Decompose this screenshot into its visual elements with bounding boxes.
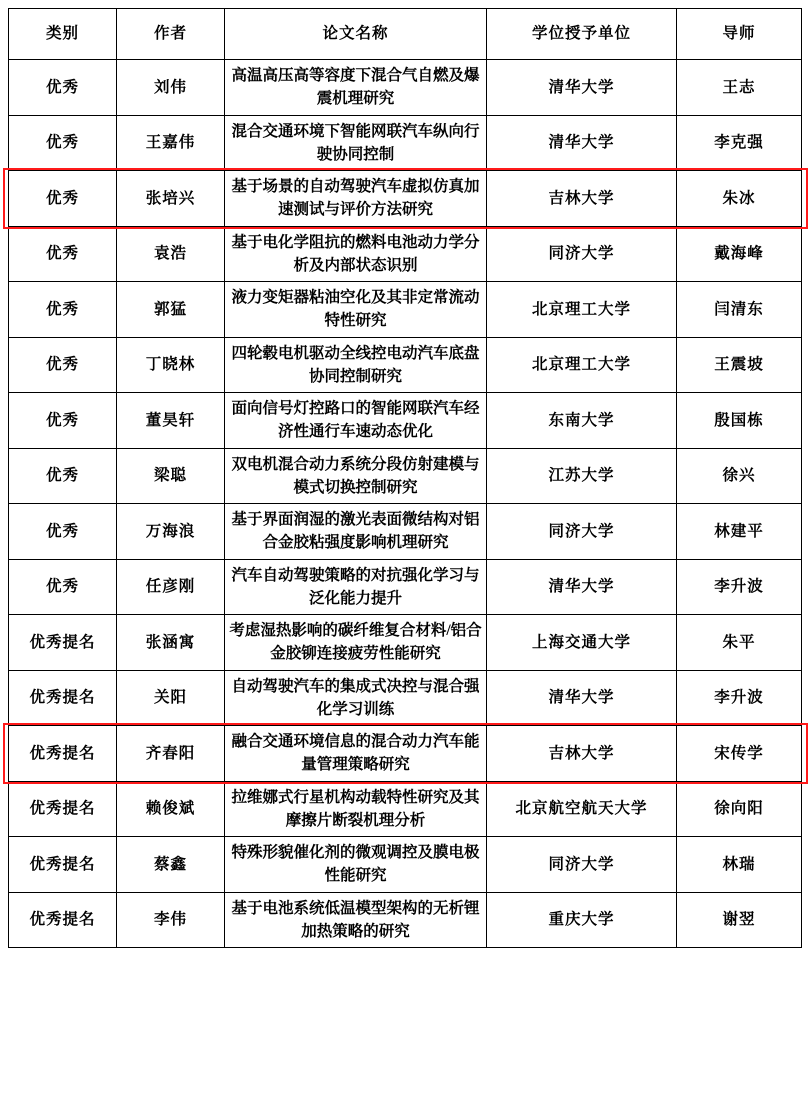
cell-institution: 清华大学 (487, 115, 677, 171)
cell-advisor: 殷国栋 (677, 393, 802, 449)
cell-advisor: 徐向阳 (677, 781, 802, 837)
cell-author: 关阳 (117, 670, 225, 726)
cell-author: 梁聪 (117, 448, 225, 504)
cell-author: 张涵寓 (117, 615, 225, 671)
cell-institution: 北京理工大学 (487, 282, 677, 338)
table-row (9, 337, 802, 393)
cell-advisor: 徐兴 (677, 448, 802, 504)
cell-category: 优秀 (9, 282, 117, 338)
table-row (9, 171, 802, 227)
cell-title: 特殊形貌催化剂的微观调控及膜电极性能研究 (225, 837, 487, 893)
table-row (9, 670, 802, 726)
cell-author: 张培兴 (117, 171, 225, 227)
cell-category: 优秀 (9, 115, 117, 171)
cell-title: 汽车自动驾驶策略的对抗强化学习与泛化能力提升 (225, 559, 487, 615)
cell-title: 自动驾驶汽车的集成式决控与混合强化学习训练 (225, 670, 487, 726)
cell-institution: 吉林大学 (487, 171, 677, 227)
header-institution: 学位授予单位 (487, 9, 677, 60)
cell-category: 优秀提名 (9, 726, 117, 782)
header-author: 作者 (117, 9, 225, 60)
table-row (9, 504, 802, 560)
cell-title: 基于界面润湿的激光表面微结构对铝合金胶粘强度影响机理研究 (225, 504, 487, 560)
table-row (9, 892, 802, 948)
table-header-row (9, 9, 802, 60)
cell-category: 优秀提名 (9, 892, 117, 948)
cell-title: 考虑湿热影响的碳纤维复合材料/铝合金胶铆连接疲劳性能研究 (225, 615, 487, 671)
cell-title: 基于电化学阻抗的燃料电池动力学分析及内部状态识别 (225, 226, 487, 282)
cell-category: 优秀 (9, 448, 117, 504)
cell-title: 基于场景的自动驾驶汽车虚拟仿真加速测试与评价方法研究 (225, 171, 487, 227)
cell-institution: 吉林大学 (487, 726, 677, 782)
cell-title: 液力变矩器粘油空化及其非定常流动特性研究 (225, 282, 487, 338)
cell-institution: 同济大学 (487, 226, 677, 282)
cell-category: 优秀提名 (9, 670, 117, 726)
cell-category: 优秀 (9, 337, 117, 393)
award-list-table (8, 8, 802, 948)
cell-category: 优秀 (9, 171, 117, 227)
cell-advisor: 戴海峰 (677, 226, 802, 282)
cell-title: 四轮毂电机驱动全线控电动汽车底盘协同控制研究 (225, 337, 487, 393)
cell-advisor: 王志 (677, 60, 802, 116)
cell-author: 万海浪 (117, 504, 225, 560)
table-row (9, 226, 802, 282)
cell-advisor: 宋传学 (677, 726, 802, 782)
table-row (9, 115, 802, 171)
cell-title: 基于电池系统低温模型架构的无析锂加热策略的研究 (225, 892, 487, 948)
cell-category: 优秀 (9, 60, 117, 116)
cell-category: 优秀 (9, 504, 117, 560)
cell-institution: 北京航空航天大学 (487, 781, 677, 837)
cell-institution: 江苏大学 (487, 448, 677, 504)
table-row (9, 60, 802, 116)
cell-advisor: 闫清东 (677, 282, 802, 338)
cell-category: 优秀提名 (9, 615, 117, 671)
cell-category: 优秀 (9, 393, 117, 449)
cell-title: 融合交通环境信息的混合动力汽车能量管理策略研究 (225, 726, 487, 782)
cell-advisor: 林建平 (677, 504, 802, 560)
header-advisor: 导师 (677, 9, 802, 60)
cell-title: 高温高压高等容度下混合气自燃及爆震机理研究 (225, 60, 487, 116)
cell-title: 混合交通环境下智能网联汽车纵向行驶协同控制 (225, 115, 487, 171)
cell-author: 郭猛 (117, 282, 225, 338)
cell-advisor: 李升波 (677, 670, 802, 726)
table-row (9, 282, 802, 338)
table-body (9, 60, 802, 948)
header-title: 论文名称 (225, 9, 487, 60)
cell-author: 袁浩 (117, 226, 225, 282)
cell-institution: 同济大学 (487, 837, 677, 893)
table-row (9, 837, 802, 893)
table-row (9, 781, 802, 837)
cell-title: 面向信号灯控路口的智能网联汽车经济性通行车速动态优化 (225, 393, 487, 449)
cell-advisor: 王震坡 (677, 337, 802, 393)
header-category: 类别 (9, 9, 117, 60)
cell-author: 赖俊斌 (117, 781, 225, 837)
cell-category: 优秀提名 (9, 781, 117, 837)
cell-institution: 重庆大学 (487, 892, 677, 948)
table-row (9, 726, 802, 782)
cell-author: 齐春阳 (117, 726, 225, 782)
cell-author: 李伟 (117, 892, 225, 948)
cell-author: 蔡鑫 (117, 837, 225, 893)
cell-author: 刘伟 (117, 60, 225, 116)
cell-advisor: 朱冰 (677, 171, 802, 227)
cell-institution: 上海交通大学 (487, 615, 677, 671)
table-row (9, 559, 802, 615)
cell-author: 王嘉伟 (117, 115, 225, 171)
cell-title: 拉维娜式行星机构动载特性研究及其摩擦片断裂机理分析 (225, 781, 487, 837)
cell-institution: 清华大学 (487, 559, 677, 615)
cell-advisor: 朱平 (677, 615, 802, 671)
cell-author: 任彦刚 (117, 559, 225, 615)
table-row (9, 448, 802, 504)
cell-category: 优秀 (9, 559, 117, 615)
table-row (9, 393, 802, 449)
cell-institution: 东南大学 (487, 393, 677, 449)
cell-advisor: 林瑞 (677, 837, 802, 893)
table-row (9, 615, 802, 671)
cell-advisor: 谢翌 (677, 892, 802, 948)
cell-author: 董昊轩 (117, 393, 225, 449)
cell-institution: 北京理工大学 (487, 337, 677, 393)
cell-advisor: 李克强 (677, 115, 802, 171)
cell-category: 优秀 (9, 226, 117, 282)
cell-institution: 清华大学 (487, 60, 677, 116)
cell-institution: 同济大学 (487, 504, 677, 560)
cell-category: 优秀提名 (9, 837, 117, 893)
cell-advisor: 李升波 (677, 559, 802, 615)
cell-institution: 清华大学 (487, 670, 677, 726)
table-header (9, 9, 802, 60)
cell-author: 丁晓林 (117, 337, 225, 393)
cell-title: 双电机混合动力系统分段仿射建模与模式切换控制研究 (225, 448, 487, 504)
